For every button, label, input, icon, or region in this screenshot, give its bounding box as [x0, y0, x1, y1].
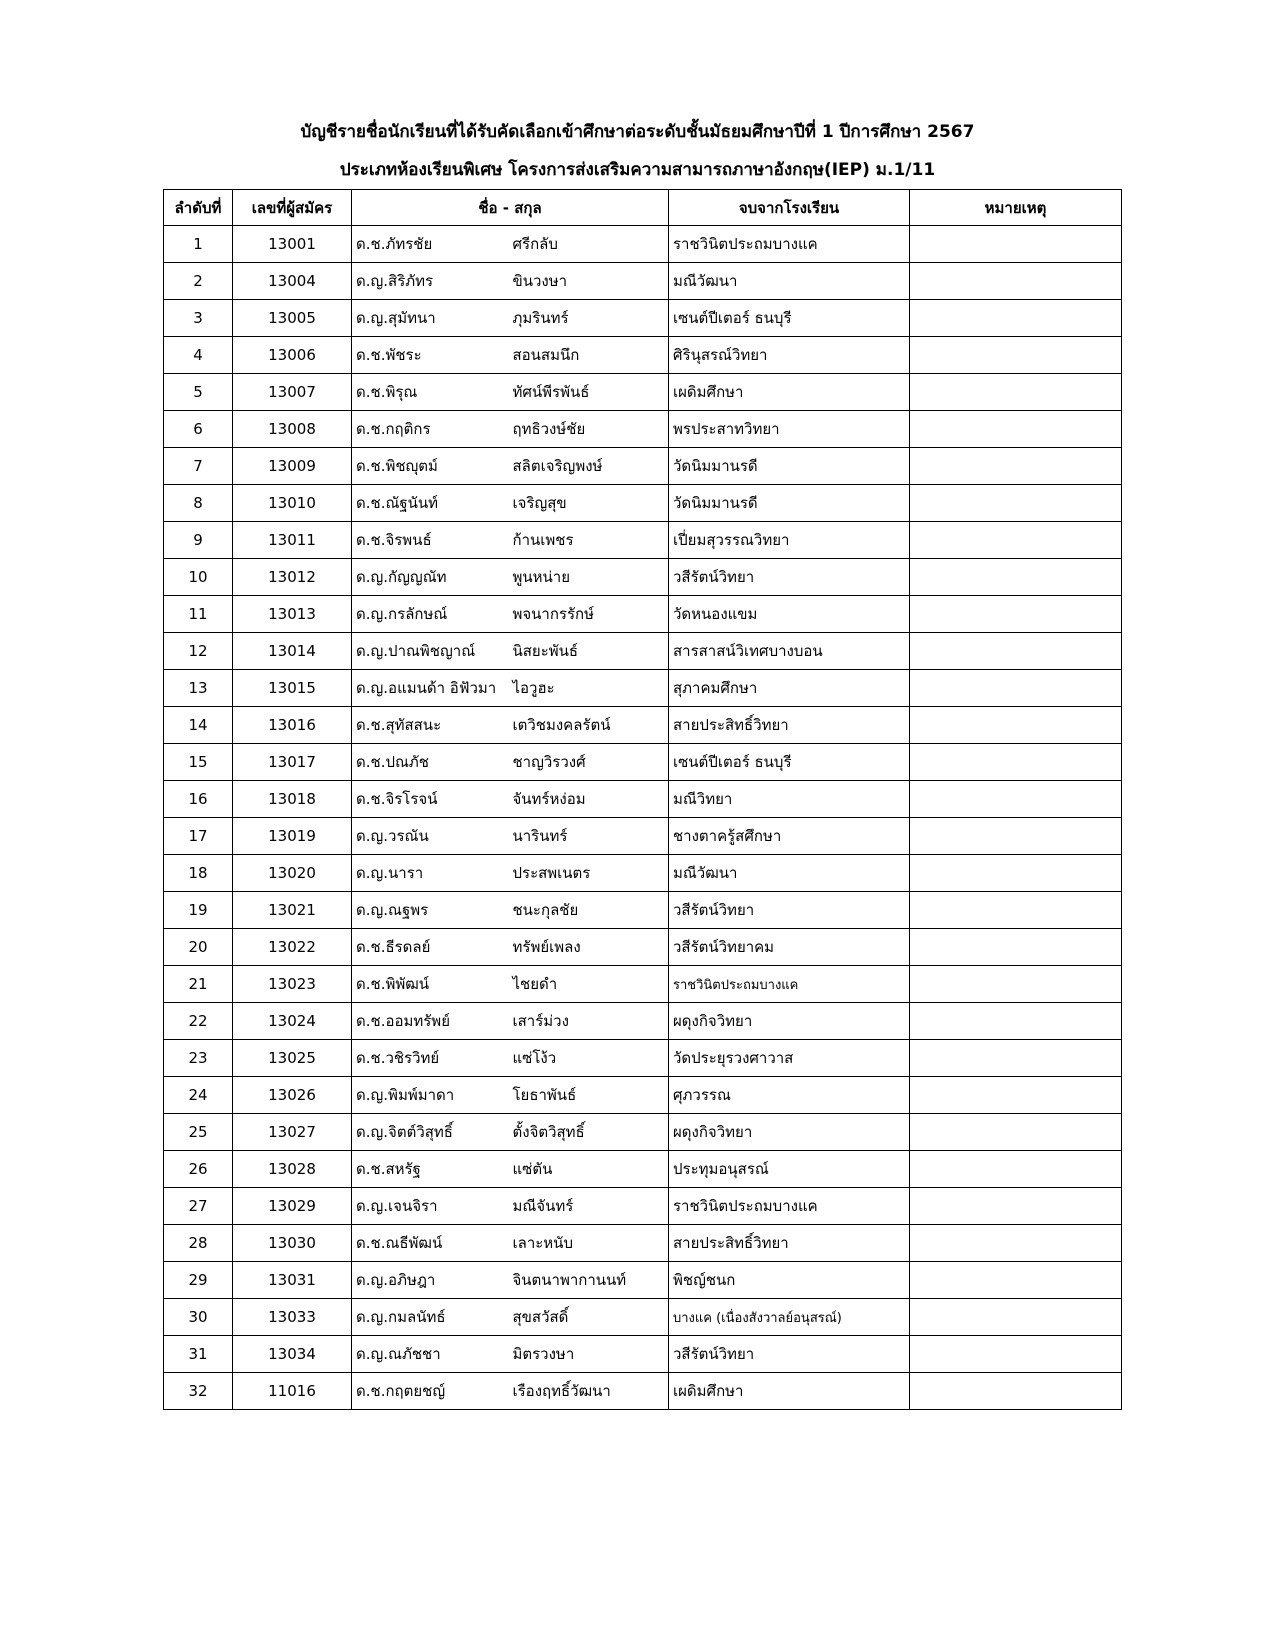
applicant-id: 13012 — [233, 559, 352, 596]
previous-school: วัดนิมมานรดี — [669, 485, 910, 522]
student-last-name: เลาะหนับ — [511, 1225, 669, 1262]
student-last-name: ขินวงษา — [511, 263, 669, 300]
table-row — [164, 374, 1122, 411]
applicant-id: 13008 — [233, 411, 352, 448]
remark-cell — [910, 1151, 1122, 1188]
student-last-name: สลิตเจริญพงษ์ — [511, 448, 669, 485]
table-row — [164, 670, 1122, 707]
applicant-id: 13018 — [233, 781, 352, 818]
remark-cell — [910, 781, 1122, 818]
previous-school: ศุภวรรณ — [669, 1077, 910, 1114]
remark-cell — [910, 1114, 1122, 1151]
row-number: 28 — [164, 1225, 233, 1262]
student-last-name: จินตนาพากานนท์ — [511, 1262, 669, 1299]
remark-cell — [910, 744, 1122, 781]
applicant-id: 13019 — [233, 818, 352, 855]
student-last-name: ประสพเนตร — [511, 855, 669, 892]
row-number: 27 — [164, 1188, 233, 1225]
row-number: 6 — [164, 411, 233, 448]
document-subtitle: ประเภทห้องเรียนพิเศษ โครงการส่งเสริมความสามารถภาษาอังกฤษ(IEP) ม.1/11 — [339, 160, 936, 180]
table-row — [164, 337, 1122, 374]
student-last-name: จันทร์หง่อม — [511, 781, 669, 818]
row-number: 5 — [164, 374, 233, 411]
student-first-name: ด.ญ.สิริภัทร — [352, 263, 511, 300]
row-number: 31 — [164, 1336, 233, 1373]
previous-school: วสีรัตน์วิทยา — [669, 1336, 910, 1373]
previous-school: เปี่ยมสุวรรณวิทยา — [669, 522, 910, 559]
student-last-name: ก้านเพชร — [511, 522, 669, 559]
previous-school: ศิรินุสรณ์วิทยา — [669, 337, 910, 374]
remark-cell — [910, 1077, 1122, 1114]
row-number: 21 — [164, 966, 233, 1003]
previous-school: วัดหนองแขม — [669, 596, 910, 633]
table-row — [164, 596, 1122, 633]
previous-school: มณีวิทยา — [669, 781, 910, 818]
student-first-name: ด.ญ.สุมัทนา — [352, 300, 511, 337]
previous-school: วสีรัตน์วิทยา — [669, 559, 910, 596]
remark-cell — [910, 559, 1122, 596]
table-row — [164, 263, 1122, 300]
table-row — [164, 226, 1122, 263]
row-number: 20 — [164, 929, 233, 966]
table-row — [164, 744, 1122, 781]
row-number: 22 — [164, 1003, 233, 1040]
remark-cell — [910, 485, 1122, 522]
row-number: 25 — [164, 1114, 233, 1151]
student-last-name: มณีจันทร์ — [511, 1188, 669, 1225]
student-last-name: พูนหน่าย — [511, 559, 669, 596]
applicant-id: 13034 — [233, 1336, 352, 1373]
row-number: 14 — [164, 707, 233, 744]
table-row — [164, 559, 1122, 596]
remark-cell — [910, 1003, 1122, 1040]
student-first-name: ด.ช.จิรโรจน์ — [352, 781, 511, 818]
student-first-name: ด.ช.ณัฐนันท์ — [352, 485, 511, 522]
previous-school: เซนต์ปีเตอร์ ธนบุรี — [669, 744, 910, 781]
previous-school: สุภาคมศึกษา — [669, 670, 910, 707]
table-row — [164, 818, 1122, 855]
student-last-name: สุขสวัสดิ์ — [511, 1299, 669, 1336]
remark-cell — [910, 892, 1122, 929]
applicant-id: 13024 — [233, 1003, 352, 1040]
header-name: ชื่อ - สกุล — [352, 190, 669, 226]
applicant-id: 13010 — [233, 485, 352, 522]
previous-school: ราชวินิตประถมบางแค — [669, 226, 910, 263]
student-first-name: ด.ญ.กรลักษณ์ — [352, 596, 511, 633]
row-number: 24 — [164, 1077, 233, 1114]
applicant-id: 13013 — [233, 596, 352, 633]
remark-cell — [910, 411, 1122, 448]
table-row — [164, 1373, 1122, 1410]
student-last-name: ชนะกุลชัย — [511, 892, 669, 929]
remark-cell — [910, 966, 1122, 1003]
student-last-name: เสาร์ม่วง — [511, 1003, 669, 1040]
previous-school: ชางตาครู้สศึกษา — [669, 818, 910, 855]
student-last-name: แซ่ตัน — [511, 1151, 669, 1188]
student-first-name: ด.ช.สุทัสสนะ — [352, 707, 511, 744]
student-first-name: ด.ช.ณธีพัฒน์ — [352, 1225, 511, 1262]
applicant-id: 13025 — [233, 1040, 352, 1077]
table-row — [164, 485, 1122, 522]
remark-cell — [910, 1040, 1122, 1077]
table-row — [164, 522, 1122, 559]
applicant-id: 13031 — [233, 1262, 352, 1299]
student-first-name: ด.ช.จิรพนธ์ — [352, 522, 511, 559]
student-last-name: เจริญสุข — [511, 485, 669, 522]
remark-cell — [910, 633, 1122, 670]
student-last-name: ฤทธิวงษ์ชัย — [511, 411, 669, 448]
row-number: 3 — [164, 300, 233, 337]
student-first-name: ด.ญ.อแมนด้า อิฟัวมา — [352, 670, 511, 707]
table-row — [164, 1262, 1122, 1299]
student-first-name: ด.ช.พิพัฒน์ — [352, 966, 511, 1003]
previous-school: ผดุงกิจวิทยา — [669, 1114, 910, 1151]
header-school: จบจากโรงเรียน — [669, 190, 910, 226]
previous-school: เผดิมศึกษา — [669, 1373, 910, 1410]
student-last-name: เตวิชมงคลรัตน์ — [511, 707, 669, 744]
table-row — [164, 1114, 1122, 1151]
student-first-name: ด.ญ.ณฐพร — [352, 892, 511, 929]
student-first-name: ด.ช.ออมทรัพย์ — [352, 1003, 511, 1040]
student-last-name: ชาญวิรวงศ์ — [511, 744, 669, 781]
row-number: 16 — [164, 781, 233, 818]
previous-school: ประทุมอนุสรณ์ — [669, 1151, 910, 1188]
applicant-id: 13030 — [233, 1225, 352, 1262]
row-number: 30 — [164, 1299, 233, 1336]
previous-school: ราชวินิตประถมบางแค — [669, 1188, 910, 1225]
remark-cell — [910, 596, 1122, 633]
student-first-name: ด.ญ.ปาณพิชญาณ์ — [352, 633, 511, 670]
student-list-table — [163, 189, 1122, 1410]
student-first-name: ด.ช.กฤติกร — [352, 411, 511, 448]
remark-cell — [910, 337, 1122, 374]
applicant-id: 13016 — [233, 707, 352, 744]
applicant-id: 13021 — [233, 892, 352, 929]
previous-school: ผดุงกิจวิทยา — [669, 1003, 910, 1040]
student-first-name: ด.ช.กฤตยชญ์ — [352, 1373, 511, 1410]
row-number: 1 — [164, 226, 233, 263]
table-row — [164, 1299, 1122, 1336]
table-row — [164, 966, 1122, 1003]
previous-school: วสีรัตน์วิทยา — [669, 892, 910, 929]
student-last-name: ภุมรินทร์ — [511, 300, 669, 337]
row-number: 18 — [164, 855, 233, 892]
header-remark: หมายเหตุ — [910, 190, 1122, 226]
table-row — [164, 1151, 1122, 1188]
student-first-name: ด.ญ.ณภัชชา — [352, 1336, 511, 1373]
student-first-name: ด.ช.ธีรดลย์ — [352, 929, 511, 966]
header-no: ลำดับที่ — [164, 190, 233, 226]
previous-school: สารสาสน์วิเทศบางบอน — [669, 633, 910, 670]
row-number: 32 — [164, 1373, 233, 1410]
student-first-name: ด.ญ.กมลนัทธ์ — [352, 1299, 511, 1336]
table-row — [164, 855, 1122, 892]
applicant-id: 11016 — [233, 1373, 352, 1410]
table-row — [164, 892, 1122, 929]
student-first-name: ด.ช.ภัทรชัย — [352, 226, 511, 263]
student-first-name: ด.ช.สหรัฐ — [352, 1151, 511, 1188]
student-first-name: ด.ญ.พิมพ์มาดา — [352, 1077, 511, 1114]
table-row — [164, 411, 1122, 448]
row-number: 8 — [164, 485, 233, 522]
row-number: 2 — [164, 263, 233, 300]
row-number: 12 — [164, 633, 233, 670]
remark-cell — [910, 818, 1122, 855]
student-last-name: เรืองฤทธิ์วัฒนา — [511, 1373, 669, 1410]
row-number: 7 — [164, 448, 233, 485]
row-number: 23 — [164, 1040, 233, 1077]
row-number: 4 — [164, 337, 233, 374]
student-last-name: ศรีกลับ — [511, 226, 669, 263]
student-first-name: ด.ญ.จิตต์วิสุทธิ์ — [352, 1114, 511, 1151]
previous-school: เซนต์ปีเตอร์ ธนบุรี — [669, 300, 910, 337]
applicant-id: 13006 — [233, 337, 352, 374]
previous-school: พิชญ์ชนก — [669, 1262, 910, 1299]
table-row — [164, 448, 1122, 485]
table-row — [164, 633, 1122, 670]
row-number: 11 — [164, 596, 233, 633]
applicant-id: 13009 — [233, 448, 352, 485]
remark-cell — [910, 522, 1122, 559]
applicant-id: 13026 — [233, 1077, 352, 1114]
student-first-name: ด.ญ.เจนจิรา — [352, 1188, 511, 1225]
row-number: 9 — [164, 522, 233, 559]
student-first-name: ด.ช.พัชระ — [352, 337, 511, 374]
applicant-id: 13015 — [233, 670, 352, 707]
previous-school: มณีวัฒนา — [669, 855, 910, 892]
applicant-id: 13029 — [233, 1188, 352, 1225]
remark-cell — [910, 929, 1122, 966]
applicant-id: 13001 — [233, 226, 352, 263]
applicant-id: 13004 — [233, 263, 352, 300]
previous-school: วัดนิมมานรดี — [669, 448, 910, 485]
previous-school: สายประสิทธิ์วิทยา — [669, 1225, 910, 1262]
row-number: 29 — [164, 1262, 233, 1299]
applicant-id: 13005 — [233, 300, 352, 337]
applicant-id: 13027 — [233, 1114, 352, 1151]
student-last-name: ไอวูฮะ — [511, 670, 669, 707]
student-first-name: ด.ญ.กัญญณัท — [352, 559, 511, 596]
student-first-name: ด.ช.ปณภัช — [352, 744, 511, 781]
table-row — [164, 1077, 1122, 1114]
table-row — [164, 300, 1122, 337]
applicant-id: 13033 — [233, 1299, 352, 1336]
remark-cell — [910, 1336, 1122, 1373]
remark-cell — [910, 1373, 1122, 1410]
previous-school: สายประสิทธิ์วิทยา — [669, 707, 910, 744]
remark-cell — [910, 226, 1122, 263]
row-number: 17 — [164, 818, 233, 855]
student-last-name: มิตรวงษา — [511, 1336, 669, 1373]
applicant-id: 13014 — [233, 633, 352, 670]
student-first-name: ด.ช.วชิรวิทย์ — [352, 1040, 511, 1077]
remark-cell — [910, 374, 1122, 411]
table-row — [164, 707, 1122, 744]
row-number: 19 — [164, 892, 233, 929]
student-last-name: ทัศน์พีรพันธ์ — [511, 374, 669, 411]
remark-cell — [910, 300, 1122, 337]
student-last-name: โยธาพันธ์ — [511, 1077, 669, 1114]
remark-cell — [910, 1188, 1122, 1225]
student-first-name: ด.ญ.วรณัน — [352, 818, 511, 855]
applicant-id: 13022 — [233, 929, 352, 966]
header-applicant-id: เลขที่ผู้สมัคร — [233, 190, 352, 226]
remark-cell — [910, 670, 1122, 707]
table-header-row — [164, 190, 1122, 226]
table-row — [164, 1336, 1122, 1373]
remark-cell — [910, 707, 1122, 744]
previous-school: วัดประยุรวงศาวาส — [669, 1040, 910, 1077]
applicant-id: 13007 — [233, 374, 352, 411]
table-row — [164, 1003, 1122, 1040]
student-last-name: สอนสมนึก — [511, 337, 669, 374]
document-title: บัญชีรายชื่อนักเรียนที่ได้รับคัดเลือกเข้าศึกษาต่อระดับชั้นมัธยมศึกษาปีที่ 1 ปีการศึกษา 2567 — [300, 122, 975, 142]
applicant-id: 13017 — [233, 744, 352, 781]
previous-school: พรประสาทวิทยา — [669, 411, 910, 448]
remark-cell — [910, 1262, 1122, 1299]
student-last-name: พจนากรรักษ์ — [511, 596, 669, 633]
student-first-name: ด.ญ.นารา — [352, 855, 511, 892]
student-last-name: ทรัพย์เพลง — [511, 929, 669, 966]
table-row — [164, 1040, 1122, 1077]
student-first-name: ด.ช.พิชญุตม์ — [352, 448, 511, 485]
applicant-id: 13023 — [233, 966, 352, 1003]
table-body — [164, 226, 1122, 1410]
student-last-name: ตั้งจิตวิสุทธิ์ — [511, 1114, 669, 1151]
previous-school: วสีรัตน์วิทยาคม — [669, 929, 910, 966]
student-last-name: นิสยะพันธ์ — [511, 633, 669, 670]
previous-school: มณีวัฒนา — [669, 263, 910, 300]
table-row — [164, 929, 1122, 966]
student-first-name: ด.ญ.อภิษฎา — [352, 1262, 511, 1299]
remark-cell — [910, 448, 1122, 485]
applicant-id: 13020 — [233, 855, 352, 892]
row-number: 13 — [164, 670, 233, 707]
student-last-name: นารินทร์ — [511, 818, 669, 855]
remark-cell — [910, 855, 1122, 892]
student-first-name: ด.ช.พิรุณ — [352, 374, 511, 411]
row-number: 10 — [164, 559, 233, 596]
previous-school: ราชวินิตประถมบางแค — [669, 966, 910, 1003]
table-row — [164, 781, 1122, 818]
row-number: 15 — [164, 744, 233, 781]
remark-cell — [910, 1225, 1122, 1262]
previous-school: บางแค (เนื่องสังวาลย์อนุสรณ์) — [669, 1299, 910, 1336]
row-number: 26 — [164, 1151, 233, 1188]
previous-school: เผดิมศึกษา — [669, 374, 910, 411]
student-last-name: แซ่โง้ว — [511, 1040, 669, 1077]
remark-cell — [910, 263, 1122, 300]
applicant-id: 13011 — [233, 522, 352, 559]
table-row — [164, 1188, 1122, 1225]
student-last-name: ไชยดำ — [511, 966, 669, 1003]
table-row — [164, 1225, 1122, 1262]
applicant-id: 13028 — [233, 1151, 352, 1188]
remark-cell — [910, 1299, 1122, 1336]
